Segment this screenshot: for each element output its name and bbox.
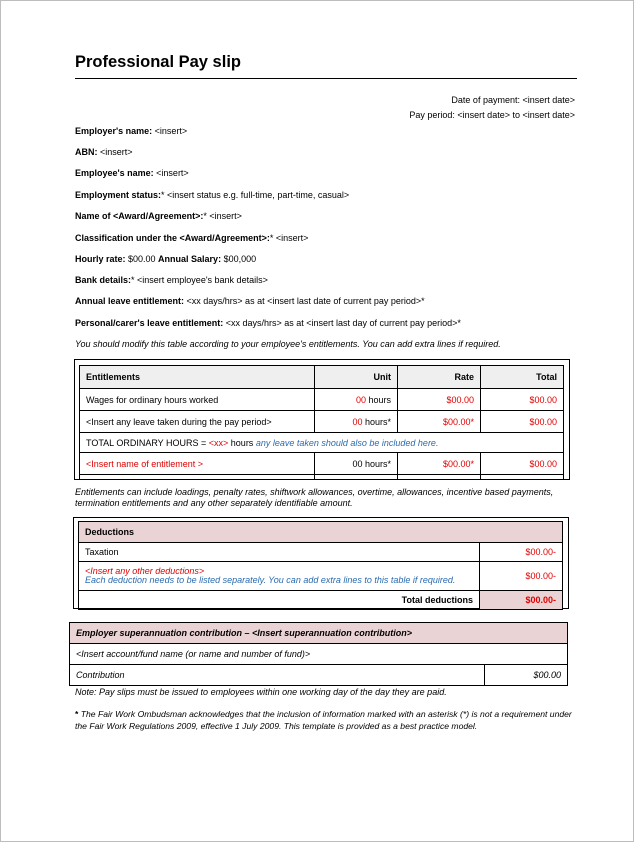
row-unit: 00 hours [315,389,398,411]
field-abn: ABN: <insert> [75,147,133,157]
taxation-label: Taxation [79,543,480,562]
field-annual-leave: Annual leave entitlement: <xx days/hrs> as at <insert last date of current pay period>* [75,296,425,306]
entitlements-table [79,365,564,480]
field-employment-status: Employment status:* <insert status e.g. full-time, part-time, casual> [75,190,350,200]
row-unit: 00 hours* [315,411,398,433]
total-deductions-value: $00.00- [480,591,563,610]
super-header-row [70,623,568,644]
row-desc: Wages for ordinary hours worked [80,389,315,411]
total-deductions-label: Total deductions [79,591,480,610]
entitlements-box [74,359,570,480]
table-row [79,543,563,562]
deductions-box [73,517,569,609]
other-deductions-value: $00.00- [480,562,563,591]
header-unit: Unit [315,366,398,389]
row-unit [315,475,398,481]
super-header: Employer superannuation contribution – <Insert superannuation contribution> [70,623,568,644]
taxation-value: $00.00- [480,543,563,562]
pay-period: Pay period: <insert date> to <insert date> [409,110,575,120]
row-rate: $00.00 [398,389,481,411]
total-hours-cell: TOTAL ORDINARY HOURS = <xx> hours any leave taken should also be included here. [80,433,564,453]
row-total [481,475,564,481]
row-rate: $00.00* [398,411,481,433]
footnote: * The Fair Work Ombudsman acknowledges that the inclusion of information marked with an asterisk (*) is not a requirement under the Fair Work Regulations 2009, effective 1 July 2009. This template is provided as a best practice model. [75,709,572,731]
deductions-header: Deductions [79,522,563,543]
row-desc: <Insert name of entitlement > [80,453,315,475]
header-entitlements: Entitlements [80,366,315,389]
row-total: $00.00 [481,453,564,475]
row-total: $00.00 [481,389,564,411]
page-title: Professional Pay slip [75,53,241,71]
table-row [80,411,564,433]
table-row [79,562,563,591]
row-rate: $00.00* [398,453,481,475]
header-rate: Rate [398,366,481,389]
title-rule [75,78,577,79]
contribution-value: $00.00 [485,665,568,686]
table-row [80,475,564,481]
deductions-header-row [79,522,563,543]
row-unit: 00 hours* [315,453,398,475]
row-desc: <Insert any leave taken during the pay period> [80,411,315,433]
super-account: <Insert account/fund name (or name and number of fund)> [70,644,568,665]
field-hourly-rate: Hourly rate: $00.00 Annual Salary: $00,000 [75,254,257,264]
payslip-note: Note: Pay slips must be issued to employees within one working day of the day they are paid. [75,687,447,697]
field-bank-details: Bank details:* <insert employee's bank details> [75,275,268,285]
deductions-total-row [79,591,563,610]
row-total: $00.00 [481,411,564,433]
field-personal-leave: Personal/carer's leave entitlement: <xx days/hrs> as at <insert last day of current pay period>* [75,318,461,328]
table-row [80,453,564,475]
row-rate [398,475,481,481]
contribution-label: Contribution [70,665,485,686]
table-row [70,644,568,665]
total-hours-row [80,433,564,453]
entitlements-note: Entitlements can include loadings, penalty rates, shiftwork allowances, overtime, allowances, incentive based payments, termination entitlements and any other separately identifiable amount. [75,487,554,508]
field-award-name: Name of <Award/Agreement>:* <insert> [75,211,242,221]
modify-note: You should modify this table according to your employee's entitlements. You can add extra lines if required. [75,339,501,349]
table-row [70,665,568,686]
super-table [69,622,568,686]
field-employee-name: Employee's name: <insert> [75,168,189,178]
entitlements-header-row [80,366,564,389]
date-of-payment: Date of payment: <insert date> [451,95,575,105]
field-classification: Classification under the <Award/Agreement>:* <insert> [75,233,309,243]
field-employer-name: Employer's name: <insert> [75,126,188,136]
other-deductions-cell: <Insert any other deductions> Each deduction needs to be listed separately. You can add extra lines to this table if required. [79,562,480,591]
row-desc [80,475,315,481]
header-total: Total [481,366,564,389]
table-row [80,389,564,411]
deductions-table [78,521,563,610]
